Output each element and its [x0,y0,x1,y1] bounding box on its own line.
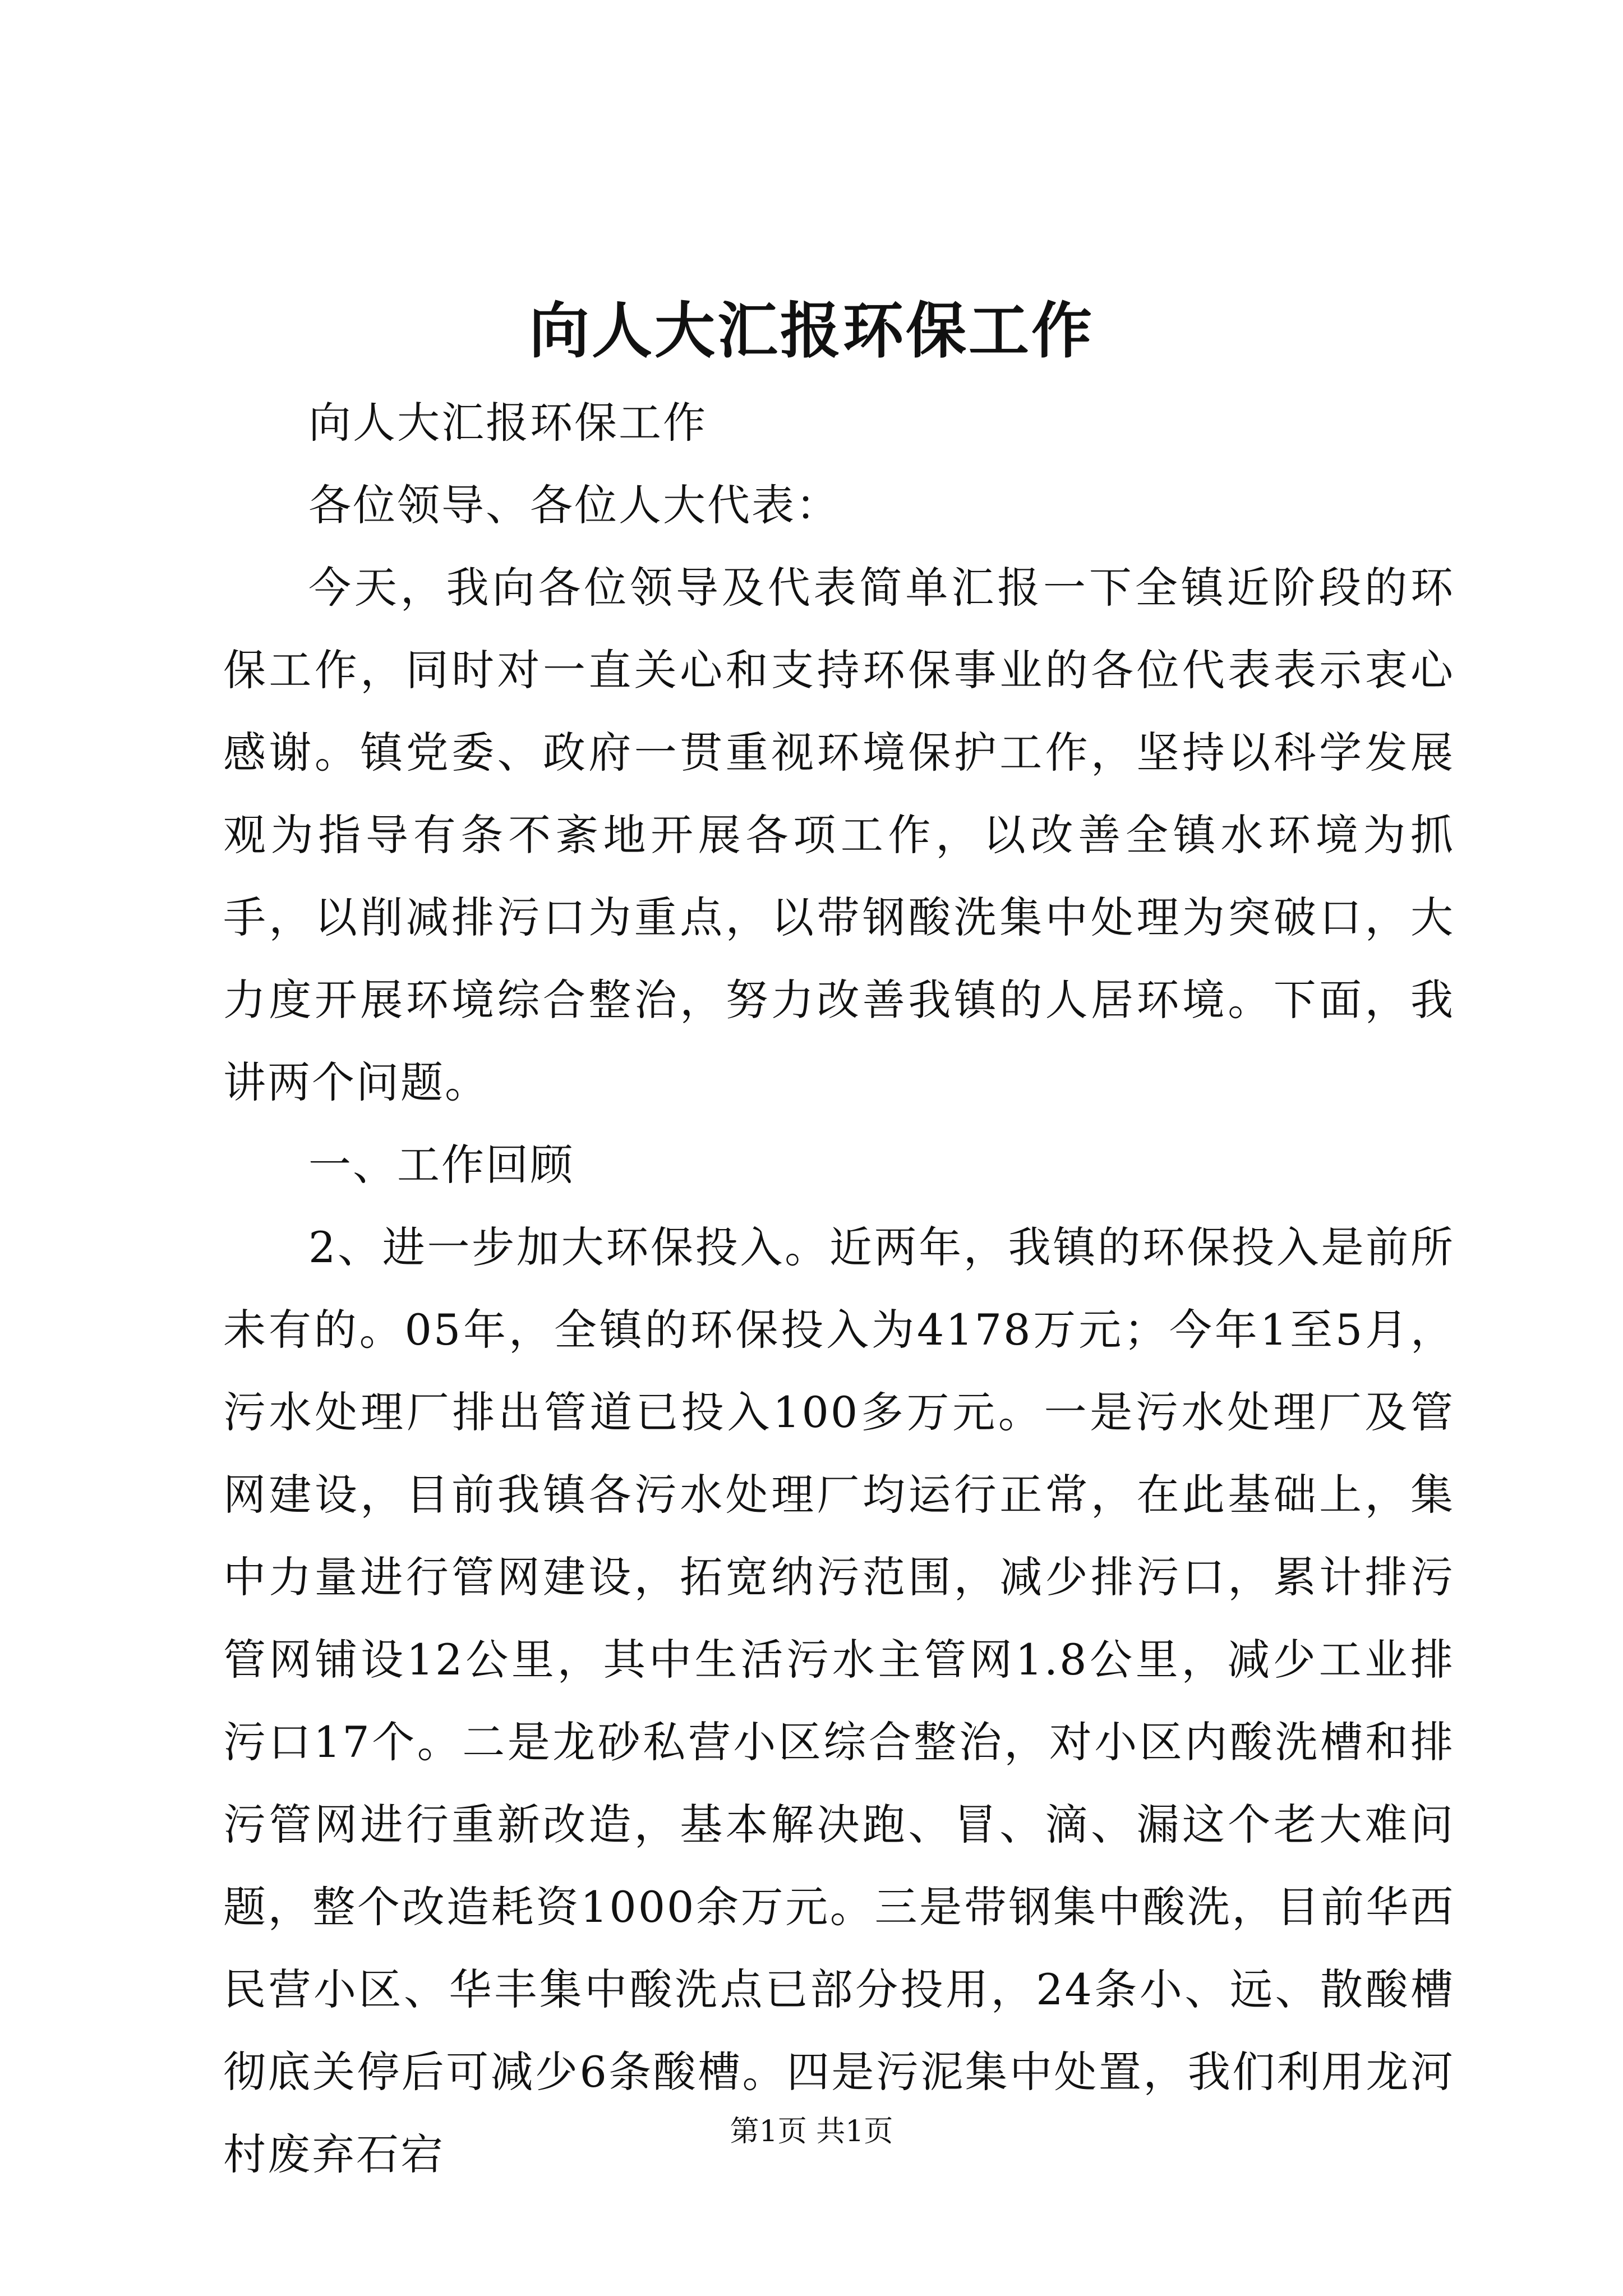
paragraph-subtitle: 向人大汇报环保工作 [308,398,707,448]
paragraph-section-heading: 一、工作回顾 [308,1140,574,1190]
paragraph-environmental-investment: 2、进一步加大环保投入。近两年，我镇的环保投入是前所未有的。05年，全镇的环保投入为4178万元；今年1至5月，污水处理厂排出管道已投入100多万元。一是污水处理厂及管网建设，目前我镇各污水处理厂均运行正常，在此基础上，集中力量进行管网建设，拓宽纳污范围，减少排污口，累计排污管网铺设12公里，其中生活污水主管网1.8公里，减少工业排污口17个。二是龙砂私营小区综合整治，对小区内酸洗槽和排污管网进行重新改造，基本解决跑、冒、滴、漏这个老大难问题，整个改造耗资1000余万元。三是带钢集中酸洗，目前华西民营小区、华丰集中酸洗点已部分投用，24条小、远、散酸槽彻底关停后可减少6条酸槽。四是污泥集中处置，我们利用龙河村废弃石宕 [223,1222,1455,2179]
document-title: 向人大汇报环保工作 [528,296,1094,366]
document-body [223,381,1455,2196]
page-footer: 第1页 共1页 [730,2115,893,2148]
paragraph-introduction: 今天，我向各位领导及代表简单汇报一下全镇近阶段的环保工作，同时对一直关心和支持环保事业的各位代表表示衷心感谢。镇党委、政府一贯重视环境保护工作，坚持以科学发展观为指导有条不紊地开展各项工作，以改善全镇水环境为抓手，以削减排污口为重点，以带钢酸洗集中处理为突破口，大力度开展环境综合整治，努力改善我镇的人居环境。下面，我讲两个问题。 [223,563,1455,1107]
paragraph-salutation: 各位领导、各位人大代表： [308,480,840,530]
